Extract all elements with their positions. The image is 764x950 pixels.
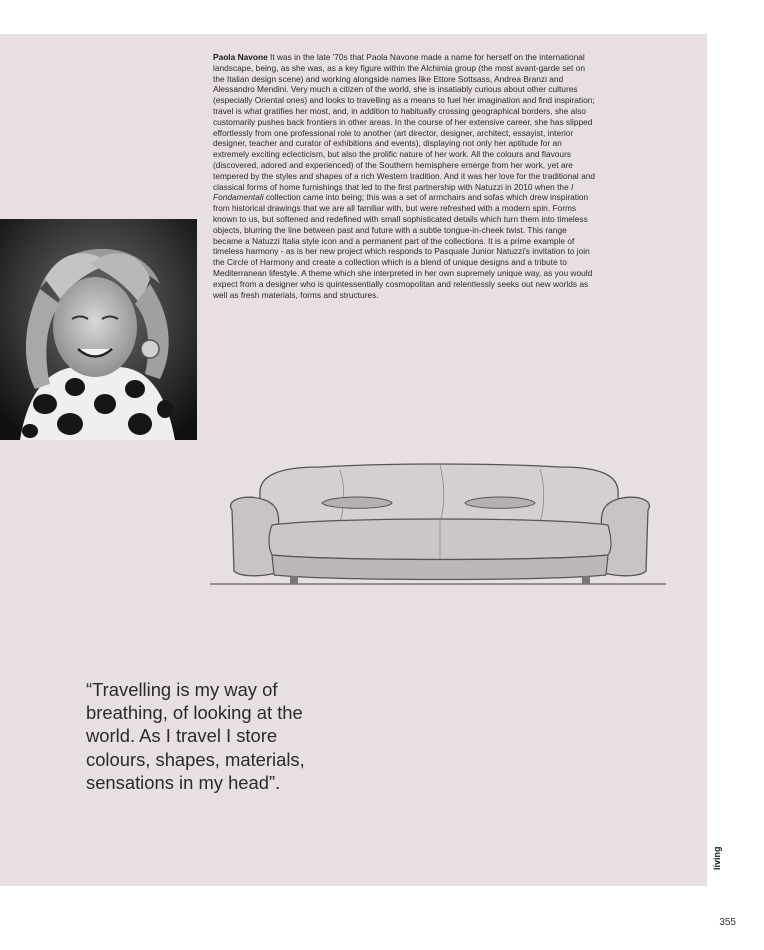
page-number: 355	[719, 917, 736, 928]
section-label: living	[712, 846, 722, 870]
designer-name: Paola Navone	[213, 52, 268, 62]
sofa-drawing	[210, 455, 670, 605]
collection-name: I Fondamentali	[213, 181, 574, 203]
sofa-sketch	[210, 455, 670, 605]
designer-portrait-photo	[0, 219, 197, 440]
biography-paragraph	[213, 52, 595, 300]
pull-quote: “Travelling is my way of breathing, of looking at the world. As I travel I store colours, shapes, materials, sensations in my head”.	[86, 679, 305, 793]
bio-text-part-2: collection came into being; this was a set of armchairs and sofas which drew inspiration from historical drawings that we are all familiar with, but were refreshed with a modern spin. Forms known to us, but softened and redefined with small sophisticated details which turn them into timeless objects, blurring the line between past and future with a subtle tongue-in-cheek twist. This range became a Natuzzi Italia style icon and a permanent part of the collections. It is a prime example of timeless harmony - as is her new project which responds to Pasquale Junior Natuzzi's invitation to join the Circle of Harmony and create a collection which is a blend of unique designs and a tribute to Mediterranean lifestyle. A theme which she interpreted in her own supremely unique way, as you would expect from a designer who is quintessentially cosmopolitan and relentlessly seeks out new worlds as well as fresh materials, forms and structures.	[213, 192, 593, 300]
portrait-illustration	[0, 219, 197, 440]
bio-text-part-1: It was in the late '70s that Paola Navone made a name for herself on the international landscape, being, as she was, as a key figure within the Alchimia group (the most avant-garde set on the Italian design scene) and working alongside names like Ettore Sottsass, Andrea Branzi and Alessandro Mendini. Very much a citizen of the world, she is insatiably curious about other cultures (especially Oriental ones) and looks to travelling as a means to fuel her imagination and find inspiration; travel is what gratifies her most, and, in addition to habitually crossing geographical borders, she also customarily pushes back frontiers in other areas. In the course of her extensive career, she has slipped effortlessly from one professional role to another (art director, designer, architect, essayist, interior designer, teacher and curator of exhibitions and events), displaying not only her aptitude for an extremely exciting eclecticism, but also the prolific nature of her work. All the colours and flavours (discovered, adored and experienced) of the Southern hemisphere emerge from her work, yet are tempered by the styles and shapes of a rich Western tradition. And it was her love for the traditional and classical forms of home furnishings that led to the first partnership with Natuzzi in 2010 when the	[213, 52, 596, 192]
